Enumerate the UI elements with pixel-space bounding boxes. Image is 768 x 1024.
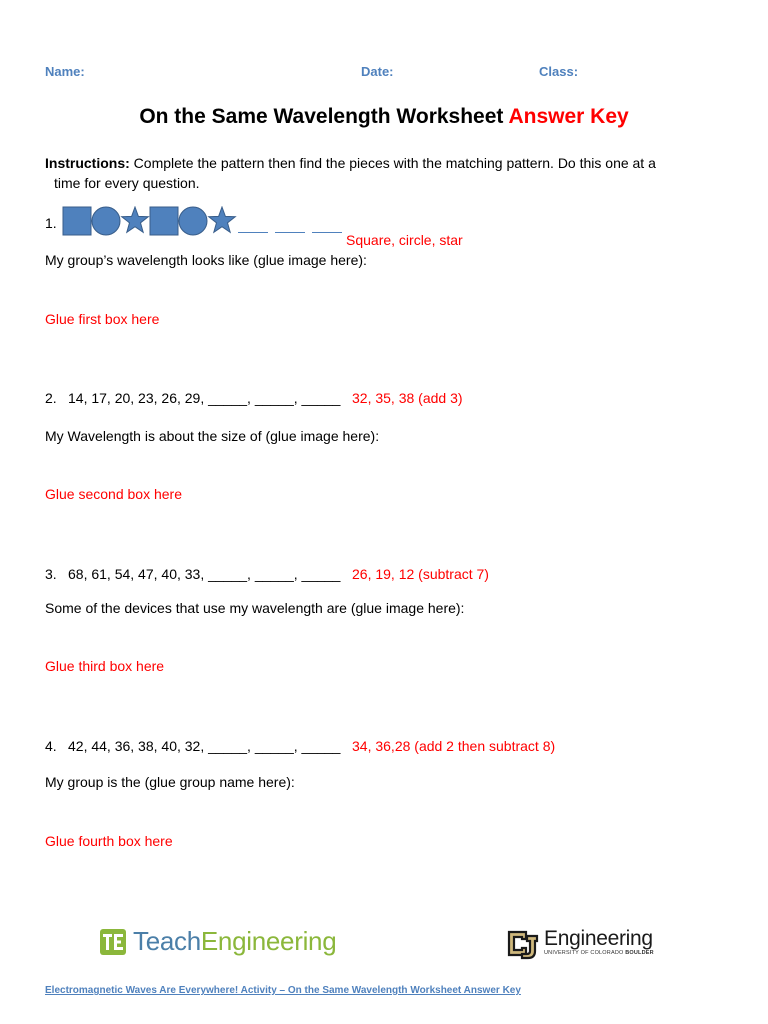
title-answer-key: Answer Key bbox=[508, 105, 629, 128]
square-icon bbox=[63, 207, 91, 235]
pattern-shapes bbox=[62, 206, 238, 236]
date-label: Date: bbox=[361, 64, 394, 79]
class-label: Class: bbox=[539, 64, 579, 79]
q3-prompt: Some of the devices that use my wavelength are (glue image here): bbox=[45, 600, 465, 616]
title-main: On the Same Wavelength Worksheet bbox=[139, 105, 504, 128]
cu-logo-icon bbox=[506, 928, 540, 962]
instructions-line1: Complete the pattern then find the pieces with the matching pattern. Do this one at a bbox=[133, 155, 656, 171]
square-icon bbox=[150, 207, 178, 235]
q3-number: 3. bbox=[45, 566, 57, 582]
q2-prompt: My Wavelength is about the size of (glue image here): bbox=[45, 428, 380, 444]
q3-sequence: 68, 61, 54, 47, 40, 33, _____, _____, _____ bbox=[68, 566, 341, 582]
cu-engineering-logo bbox=[506, 928, 654, 962]
q2-glue-text: Glue second box here bbox=[45, 486, 182, 502]
q1-pattern bbox=[62, 206, 238, 241]
q2-sequence: 14, 17, 20, 23, 26, 29, _____, _____, _____ bbox=[68, 390, 341, 406]
q4-answer: 34, 36,28 (add 2 then subtract 8) bbox=[352, 738, 556, 754]
cu-university-text bbox=[544, 951, 654, 957]
teachengineering-logo bbox=[100, 926, 336, 957]
star-icon bbox=[209, 207, 236, 232]
teachengineering-logo-icon bbox=[100, 929, 126, 955]
q2-answer: 32, 35, 38 (add 3) bbox=[352, 390, 463, 406]
cu-university-name: UNIVERSITY OF COLORADO bbox=[544, 950, 624, 956]
q4-prompt: My group is the (glue group name here): bbox=[45, 774, 295, 790]
teachengineering-wordmark bbox=[133, 926, 336, 957]
blank-line bbox=[275, 232, 305, 233]
page-title bbox=[0, 105, 768, 129]
q2-number: 2. bbox=[45, 390, 57, 406]
instructions bbox=[45, 153, 705, 193]
cu-engineering-text: Engineering bbox=[544, 927, 653, 950]
blank-line bbox=[312, 232, 342, 233]
cu-campus-name: BOULDER bbox=[625, 950, 654, 956]
circle-icon bbox=[92, 207, 120, 235]
q4-sequence: 42, 44, 36, 38, 40, 32, _____, _____, _____ bbox=[68, 738, 341, 754]
footer-activity-link[interactable]: Electromagnetic Waves Are Everywhere! Activity – On the Same Wavelength Worksheet Answer Key bbox=[45, 985, 521, 996]
instructions-line2: time for every question. bbox=[54, 175, 200, 191]
circle-icon bbox=[179, 207, 207, 235]
cu-wordmark bbox=[544, 928, 654, 957]
q1-prompt: My group’s wavelength looks like (glue image here): bbox=[45, 252, 367, 268]
blank-line bbox=[238, 232, 268, 233]
q3-answer: 26, 19, 12 (subtract 7) bbox=[352, 566, 489, 582]
instructions-label: Instructions: bbox=[45, 155, 130, 171]
q4-glue-text: Glue fourth box here bbox=[45, 833, 173, 849]
q1-number: 1. bbox=[45, 215, 57, 231]
teach-word: Teach bbox=[133, 926, 201, 956]
q1-glue-text: Glue first box here bbox=[45, 311, 160, 327]
name-label: Name: bbox=[45, 64, 85, 79]
engineering-word: Engineering bbox=[200, 926, 337, 956]
q1-answer: Square, circle, star bbox=[346, 232, 463, 248]
star-icon bbox=[122, 207, 149, 232]
q4-number: 4. bbox=[45, 738, 57, 754]
q3-glue-text: Glue third box here bbox=[45, 658, 165, 674]
